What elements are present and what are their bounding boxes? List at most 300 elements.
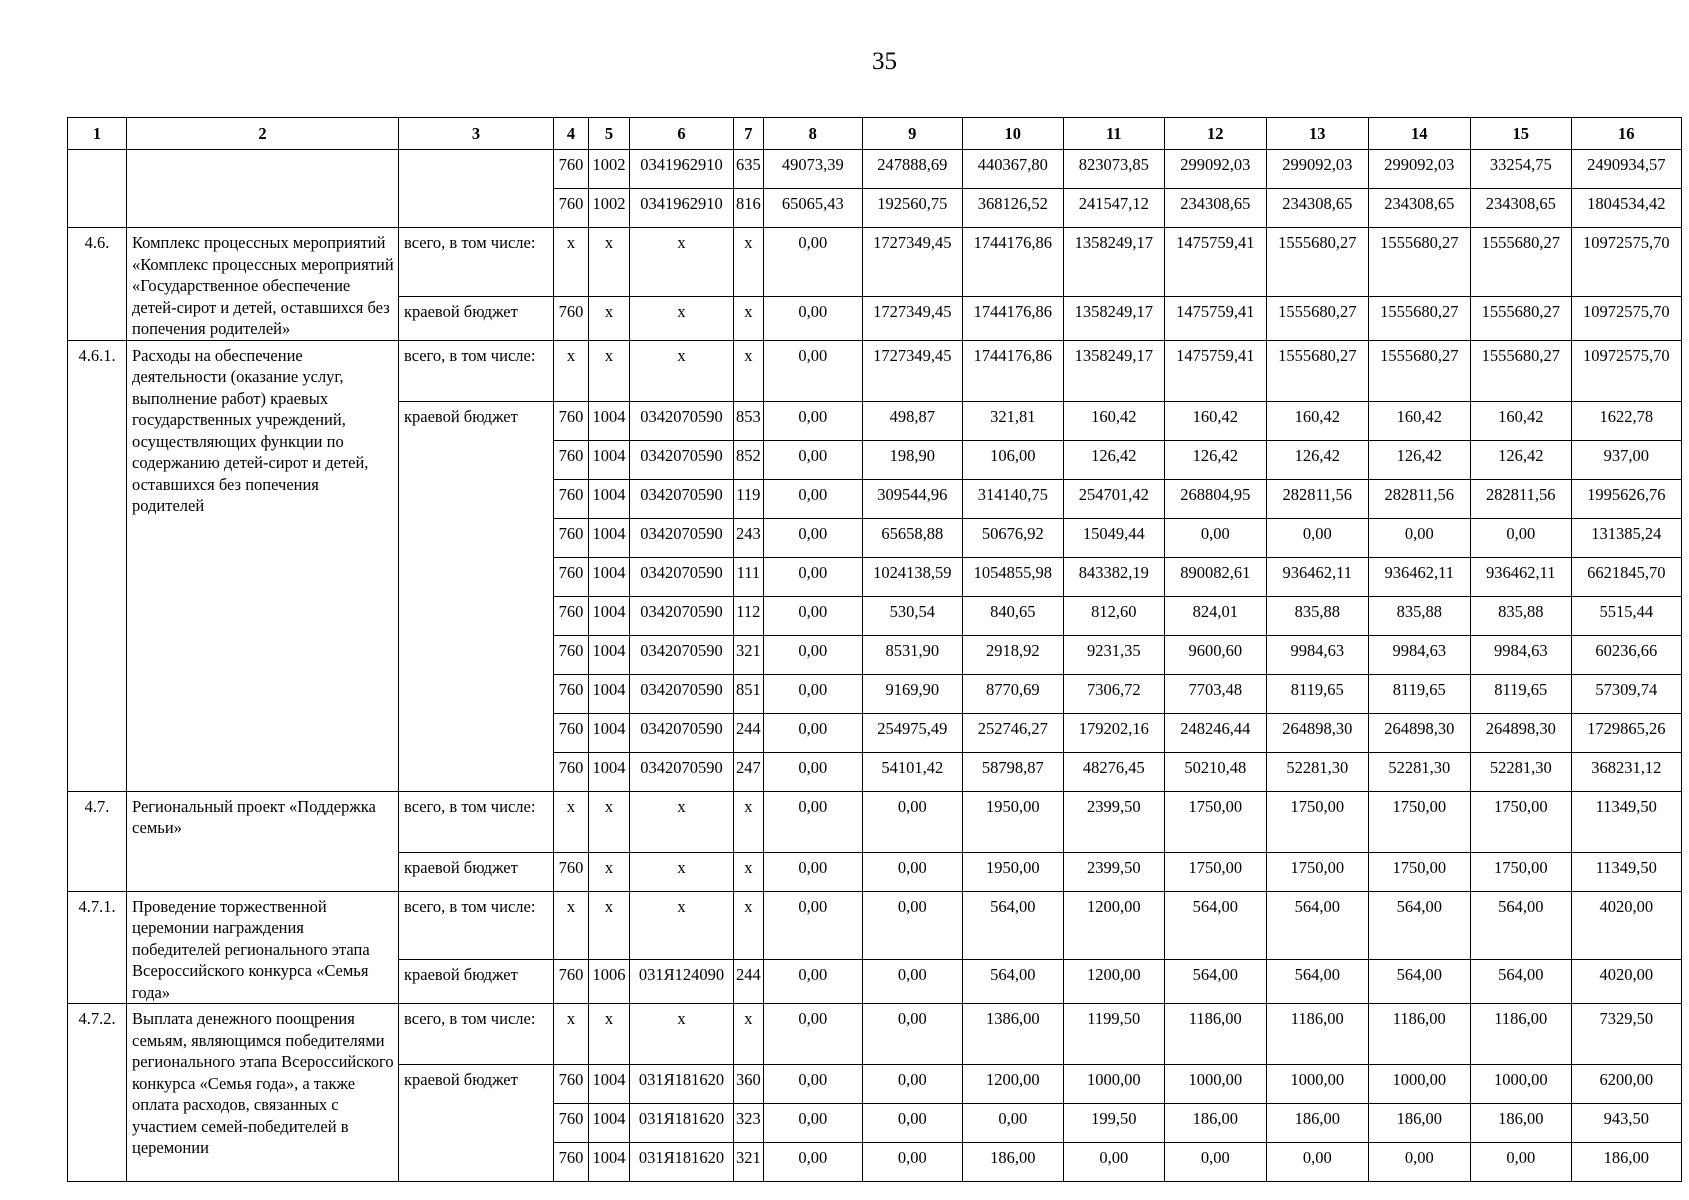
amount-cell: 564,00 (1266, 960, 1368, 1004)
column-header: 7 (734, 118, 764, 150)
code-expense-type: x (734, 340, 764, 401)
amount-cell: 1744176,86 (962, 296, 1063, 340)
code-section: 1002 (589, 150, 630, 189)
amount-cell: 0,00 (763, 296, 862, 340)
code-admin: 760 (554, 440, 589, 479)
amount-cell: 299092,03 (1266, 150, 1368, 189)
amount-cell: 264898,30 (1470, 713, 1571, 752)
amount-cell: 835,88 (1266, 596, 1368, 635)
code-target: 0342070590 (630, 440, 734, 479)
amount-cell: 10972575,70 (1571, 340, 1681, 401)
column-header: 10 (962, 118, 1063, 150)
amount-cell: 0,00 (1266, 1143, 1368, 1182)
amount-cell: 498,87 (862, 401, 962, 440)
amount-cell: 1186,00 (1164, 1004, 1266, 1065)
code-section: 1004 (589, 440, 630, 479)
amount-cell: 234308,65 (1368, 189, 1470, 228)
amount-cell: 890082,61 (1164, 557, 1266, 596)
amount-cell: 824,01 (1164, 596, 1266, 635)
amount-cell: 0,00 (763, 635, 862, 674)
item-title (127, 150, 399, 228)
code-section: 1006 (589, 960, 630, 1004)
amount-cell: 1727349,45 (862, 340, 962, 401)
item-title: Комплекс процессных мероприятий «Комплекс процессных мероприятий «Государственное обеспечение детей-сирот и детей, оставшихся без попечения родителей» (127, 228, 399, 341)
amount-cell: 564,00 (1164, 891, 1266, 960)
amount-cell: 1200,00 (1063, 891, 1164, 960)
amount-cell: 1555680,27 (1266, 340, 1368, 401)
amount-cell: 6200,00 (1571, 1065, 1681, 1104)
column-header: 15 (1470, 118, 1571, 150)
amount-cell: 198,90 (862, 440, 962, 479)
amount-cell: 48276,45 (1063, 752, 1164, 791)
code-expense-type: 119 (734, 479, 764, 518)
amount-cell: 1475759,41 (1164, 228, 1266, 297)
amount-cell: 0,00 (763, 228, 862, 297)
amount-cell: 11349,50 (1571, 791, 1681, 852)
amount-cell: 252746,27 (962, 713, 1063, 752)
amount-cell: 57309,74 (1571, 674, 1681, 713)
amount-cell: 368231,12 (1571, 752, 1681, 791)
table-row (68, 340, 1682, 401)
amount-cell: 1729865,26 (1571, 713, 1681, 752)
amount-cell: 186,00 (1164, 1104, 1266, 1143)
code-target: x (630, 891, 734, 960)
amount-cell: 0,00 (763, 1065, 862, 1104)
table-row (68, 791, 1682, 852)
code-target: x (630, 852, 734, 891)
amount-cell: 1555680,27 (1368, 296, 1470, 340)
code-section: 1004 (589, 713, 630, 752)
code-admin: 760 (554, 1143, 589, 1182)
amount-cell: 8531,90 (862, 635, 962, 674)
amount-cell: 106,00 (962, 440, 1063, 479)
amount-cell: 0,00 (1164, 518, 1266, 557)
amount-cell: 58798,87 (962, 752, 1063, 791)
amount-cell: 299092,03 (1368, 150, 1470, 189)
amount-cell: 2918,92 (962, 635, 1063, 674)
amount-cell: 192560,75 (862, 189, 962, 228)
column-header: 14 (1368, 118, 1470, 150)
amount-cell: 1995626,76 (1571, 479, 1681, 518)
amount-cell: 60236,66 (1571, 635, 1681, 674)
column-header: 9 (862, 118, 962, 150)
amount-cell: 160,42 (1368, 401, 1470, 440)
amount-cell: 2399,50 (1063, 791, 1164, 852)
code-expense-type: x (734, 891, 764, 960)
column-header: 3 (399, 118, 554, 150)
amount-cell: 160,42 (1164, 401, 1266, 440)
amount-cell: 1000,00 (1470, 1065, 1571, 1104)
code-target: 0342070590 (630, 752, 734, 791)
amount-cell: 0,00 (763, 1104, 862, 1143)
amount-cell: 936462,11 (1266, 557, 1368, 596)
item-number: 4.6. (68, 228, 127, 341)
amount-cell: 1555680,27 (1470, 296, 1571, 340)
amount-cell: 2490934,57 (1571, 150, 1681, 189)
amount-cell: 368126,52 (962, 189, 1063, 228)
funding-source: краевой бюджет (399, 296, 554, 340)
amount-cell: 264898,30 (1368, 713, 1470, 752)
code-admin: x (554, 228, 589, 297)
code-expense-type: x (734, 791, 764, 852)
code-expense-type: 243 (734, 518, 764, 557)
budget-table (67, 117, 1682, 1182)
code-target: x (630, 340, 734, 401)
amount-cell: 943,50 (1571, 1104, 1681, 1143)
code-section: 1004 (589, 479, 630, 518)
amount-cell: 0,00 (763, 401, 862, 440)
amount-cell: 2399,50 (1063, 852, 1164, 891)
amount-cell: 564,00 (1164, 960, 1266, 1004)
amount-cell: 11349,50 (1571, 852, 1681, 891)
code-expense-type: x (734, 296, 764, 340)
code-target: 0342070590 (630, 635, 734, 674)
amount-cell: 1727349,45 (862, 296, 962, 340)
column-header: 12 (1164, 118, 1266, 150)
code-admin: 760 (554, 518, 589, 557)
amount-cell: 0,00 (862, 1143, 962, 1182)
amount-cell: 840,65 (962, 596, 1063, 635)
code-expense-type: 853 (734, 401, 764, 440)
funding-source: всего, в том числе: (399, 791, 554, 852)
amount-cell: 186,00 (1368, 1104, 1470, 1143)
code-section: x (589, 852, 630, 891)
amount-cell: 8119,65 (1266, 674, 1368, 713)
amount-cell: 0,00 (1164, 1143, 1266, 1182)
amount-cell: 1750,00 (1470, 791, 1571, 852)
amount-cell: 9600,60 (1164, 635, 1266, 674)
amount-cell: 234308,65 (1470, 189, 1571, 228)
amount-cell: 5515,44 (1571, 596, 1681, 635)
code-expense-type: 112 (734, 596, 764, 635)
amount-cell: 1750,00 (1164, 852, 1266, 891)
amount-cell: 10972575,70 (1571, 296, 1681, 340)
code-section: x (589, 791, 630, 852)
amount-cell: 936462,11 (1368, 557, 1470, 596)
column-header: 16 (1571, 118, 1681, 150)
table-row (68, 150, 1682, 189)
item-title: Региональный проект «Поддержка семьи» (127, 791, 399, 891)
code-admin: x (554, 1004, 589, 1065)
code-section: x (589, 1004, 630, 1065)
amount-cell: 160,42 (1470, 401, 1571, 440)
amount-cell: 1186,00 (1368, 1004, 1470, 1065)
amount-cell: 10972575,70 (1571, 228, 1681, 297)
item-number: 4.7. (68, 791, 127, 891)
code-target: 0342070590 (630, 401, 734, 440)
code-admin: 760 (554, 1065, 589, 1104)
code-target: 031Я181620 (630, 1104, 734, 1143)
amount-cell: 1200,00 (1063, 960, 1164, 1004)
funding-source (399, 150, 554, 228)
amount-cell: 9984,63 (1266, 635, 1368, 674)
column-header: 5 (589, 118, 630, 150)
amount-cell: 1750,00 (1164, 791, 1266, 852)
code-admin: 760 (554, 596, 589, 635)
amount-cell: 7329,50 (1571, 1004, 1681, 1065)
amount-cell: 0,00 (1470, 1143, 1571, 1182)
amount-cell: 299092,03 (1164, 150, 1266, 189)
amount-cell: 1555680,27 (1368, 340, 1470, 401)
amount-cell: 835,88 (1470, 596, 1571, 635)
code-admin: 760 (554, 674, 589, 713)
amount-cell: 0,00 (763, 557, 862, 596)
item-title: Проведение торжественной церемонии награждения победителей регионального этапа Всероссийского конкурса «Семья года» (127, 891, 399, 1004)
amount-cell: 937,00 (1571, 440, 1681, 479)
amount-cell: 54101,42 (862, 752, 962, 791)
code-admin: 760 (554, 713, 589, 752)
amount-cell: 1000,00 (1368, 1065, 1470, 1104)
code-target: 031Я124090 (630, 960, 734, 1004)
amount-cell: 1186,00 (1470, 1004, 1571, 1065)
code-target: 0342070590 (630, 557, 734, 596)
amount-cell: 309544,96 (862, 479, 962, 518)
amount-cell: 530,54 (862, 596, 962, 635)
amount-cell: 0,00 (763, 852, 862, 891)
amount-cell: 254975,49 (862, 713, 962, 752)
column-header: 6 (630, 118, 734, 150)
code-section: x (589, 228, 630, 297)
amount-cell: 9984,63 (1368, 635, 1470, 674)
amount-cell: 15049,44 (1063, 518, 1164, 557)
amount-cell: 0,00 (763, 1004, 862, 1065)
amount-cell: 0,00 (862, 852, 962, 891)
amount-cell: 564,00 (962, 891, 1063, 960)
amount-cell: 52281,30 (1368, 752, 1470, 791)
code-expense-type: x (734, 852, 764, 891)
code-admin: x (554, 891, 589, 960)
code-expense-type: 244 (734, 960, 764, 1004)
funding-source: всего, в том числе: (399, 1004, 554, 1065)
code-expense-type: 635 (734, 150, 764, 189)
amount-cell: 282811,56 (1266, 479, 1368, 518)
code-expense-type: 816 (734, 189, 764, 228)
code-admin: x (554, 791, 589, 852)
code-section: 1004 (589, 1104, 630, 1143)
code-section: 1004 (589, 401, 630, 440)
amount-cell: 50676,92 (962, 518, 1063, 557)
code-target: x (630, 1004, 734, 1065)
amount-cell: 0,00 (763, 791, 862, 852)
amount-cell: 314140,75 (962, 479, 1063, 518)
amount-cell: 1386,00 (962, 1004, 1063, 1065)
code-expense-type: 244 (734, 713, 764, 752)
amount-cell: 199,50 (1063, 1104, 1164, 1143)
code-expense-type: 111 (734, 557, 764, 596)
amount-cell: 0,00 (862, 791, 962, 852)
amount-cell: 52281,30 (1470, 752, 1571, 791)
amount-cell: 186,00 (1571, 1143, 1681, 1182)
amount-cell: 186,00 (1470, 1104, 1571, 1143)
amount-cell: 50210,48 (1164, 752, 1266, 791)
funding-source: всего, в том числе: (399, 228, 554, 297)
item-title: Расходы на обеспечение деятельности (оказание услуг, выполнение работ) краевых государственных учреждений, осуществляющих функции по содержанию детей-сирот и детей, оставшихся без попечения родителей (127, 340, 399, 791)
amount-cell: 52281,30 (1266, 752, 1368, 791)
column-header: 11 (1063, 118, 1164, 150)
item-number: 4.7.2. (68, 1004, 127, 1182)
amount-cell: 0,00 (962, 1104, 1063, 1143)
amount-cell: 0,00 (763, 479, 862, 518)
amount-cell: 0,00 (1063, 1143, 1164, 1182)
code-section: x (589, 296, 630, 340)
code-section: 1004 (589, 557, 630, 596)
amount-cell: 126,42 (1063, 440, 1164, 479)
amount-cell: 8119,65 (1470, 674, 1571, 713)
amount-cell: 1804534,42 (1571, 189, 1681, 228)
amount-cell: 1744176,86 (962, 340, 1063, 401)
amount-cell: 1555680,27 (1368, 228, 1470, 297)
amount-cell: 0,00 (763, 518, 862, 557)
amount-cell: 564,00 (1266, 891, 1368, 960)
code-target: x (630, 228, 734, 297)
amount-cell: 0,00 (1470, 518, 1571, 557)
amount-cell: 282811,56 (1470, 479, 1571, 518)
amount-cell: 1555680,27 (1266, 228, 1368, 297)
amount-cell: 0,00 (1266, 518, 1368, 557)
table-row (68, 891, 1682, 960)
column-header: 13 (1266, 118, 1368, 150)
amount-cell: 1750,00 (1368, 852, 1470, 891)
amount-cell: 1950,00 (962, 852, 1063, 891)
amount-cell: 8119,65 (1368, 674, 1470, 713)
amount-cell: 179202,16 (1063, 713, 1164, 752)
amount-cell: 1358249,17 (1063, 228, 1164, 297)
amount-cell: 1750,00 (1368, 791, 1470, 852)
code-expense-type: 360 (734, 1065, 764, 1104)
amount-cell: 9984,63 (1470, 635, 1571, 674)
code-expense-type: 851 (734, 674, 764, 713)
code-expense-type: x (734, 228, 764, 297)
code-section: 1004 (589, 1143, 630, 1182)
amount-cell: 1358249,17 (1063, 340, 1164, 401)
amount-cell: 248246,44 (1164, 713, 1266, 752)
amount-cell: 6621845,70 (1571, 557, 1681, 596)
code-admin: 760 (554, 635, 589, 674)
funding-source: краевой бюджет (399, 960, 554, 1004)
amount-cell: 1000,00 (1266, 1065, 1368, 1104)
amount-cell: 0,00 (763, 340, 862, 401)
amount-cell: 564,00 (962, 960, 1063, 1004)
code-section: 1004 (589, 596, 630, 635)
item-number: 4.6.1. (68, 340, 127, 791)
amount-cell: 0,00 (862, 891, 962, 960)
table-row (68, 228, 1682, 297)
item-number (68, 150, 127, 228)
funding-source: краевой бюджет (399, 1065, 554, 1182)
code-target: x (630, 791, 734, 852)
amount-cell: 126,42 (1368, 440, 1470, 479)
item-number: 4.7.1. (68, 891, 127, 1004)
code-admin: 760 (554, 150, 589, 189)
amount-cell: 126,42 (1470, 440, 1571, 479)
amount-cell: 1622,78 (1571, 401, 1681, 440)
amount-cell: 8770,69 (962, 674, 1063, 713)
amount-cell: 1000,00 (1063, 1065, 1164, 1104)
code-admin: 760 (554, 1104, 589, 1143)
funding-source: краевой бюджет (399, 852, 554, 891)
code-section: x (589, 891, 630, 960)
amount-cell: 254701,42 (1063, 479, 1164, 518)
amount-cell: 0,00 (763, 891, 862, 960)
page-number: 35 (872, 48, 897, 75)
amount-cell: 241547,12 (1063, 189, 1164, 228)
amount-cell: 0,00 (763, 960, 862, 1004)
code-section: 1004 (589, 1065, 630, 1104)
amount-cell: 186,00 (962, 1143, 1063, 1182)
column-header: 1 (68, 118, 127, 150)
amount-cell: 0,00 (1368, 518, 1470, 557)
amount-cell: 268804,95 (1164, 479, 1266, 518)
amount-cell: 186,00 (1266, 1104, 1368, 1143)
code-admin: 760 (554, 479, 589, 518)
amount-cell: 564,00 (1470, 891, 1571, 960)
code-admin: 760 (554, 752, 589, 791)
amount-cell: 440367,80 (962, 150, 1063, 189)
amount-cell: 1750,00 (1266, 852, 1368, 891)
amount-cell: 1727349,45 (862, 228, 962, 297)
amount-cell: 0,00 (763, 1143, 862, 1182)
amount-cell: 0,00 (763, 713, 862, 752)
code-target: 0342070590 (630, 479, 734, 518)
amount-cell: 0,00 (763, 596, 862, 635)
column-header: 8 (763, 118, 862, 150)
amount-cell: 1475759,41 (1164, 340, 1266, 401)
amount-cell: 0,00 (763, 674, 862, 713)
amount-cell: 49073,39 (763, 150, 862, 189)
amount-cell: 1555680,27 (1266, 296, 1368, 340)
code-expense-type: 321 (734, 1143, 764, 1182)
amount-cell: 4020,00 (1571, 891, 1681, 960)
amount-cell: 282811,56 (1368, 479, 1470, 518)
funding-source: краевой бюджет (399, 401, 554, 791)
amount-cell: 843382,19 (1063, 557, 1164, 596)
amount-cell: 247888,69 (862, 150, 962, 189)
amount-cell: 564,00 (1368, 960, 1470, 1004)
amount-cell: 1199,50 (1063, 1004, 1164, 1065)
amount-cell: 1744176,86 (962, 228, 1063, 297)
amount-cell: 4020,00 (1571, 960, 1681, 1004)
amount-cell: 9231,35 (1063, 635, 1164, 674)
amount-cell: 234308,65 (1164, 189, 1266, 228)
amount-cell: 1750,00 (1266, 791, 1368, 852)
amount-cell: 1555680,27 (1470, 340, 1571, 401)
amount-cell: 126,42 (1266, 440, 1368, 479)
code-section: 1004 (589, 752, 630, 791)
code-expense-type: x (734, 1004, 764, 1065)
funding-source: всего, в том числе: (399, 340, 554, 401)
code-target: 0342070590 (630, 518, 734, 557)
code-expense-type: 323 (734, 1104, 764, 1143)
amount-cell: 126,42 (1164, 440, 1266, 479)
amount-cell: 7306,72 (1063, 674, 1164, 713)
amount-cell: 1555680,27 (1470, 228, 1571, 297)
code-admin: x (554, 340, 589, 401)
amount-cell: 65658,88 (862, 518, 962, 557)
amount-cell: 0,00 (862, 1004, 962, 1065)
code-target: x (630, 296, 734, 340)
amount-cell: 835,88 (1368, 596, 1470, 635)
amount-cell: 1186,00 (1266, 1004, 1368, 1065)
amount-cell: 33254,75 (1470, 150, 1571, 189)
code-expense-type: 852 (734, 440, 764, 479)
amount-cell: 264898,30 (1266, 713, 1368, 752)
amount-cell: 1750,00 (1470, 852, 1571, 891)
amount-cell: 160,42 (1266, 401, 1368, 440)
code-target: 0342070590 (630, 674, 734, 713)
amount-cell: 234308,65 (1266, 189, 1368, 228)
item-title: Выплата денежного поощрения семьям, являющимся победителями регионального этапа Всероссийского конкурса «Семья года», а также оплата расходов, связанных с участием семей-победителей в церемонии (127, 1004, 399, 1182)
code-target: 0341962910 (630, 150, 734, 189)
